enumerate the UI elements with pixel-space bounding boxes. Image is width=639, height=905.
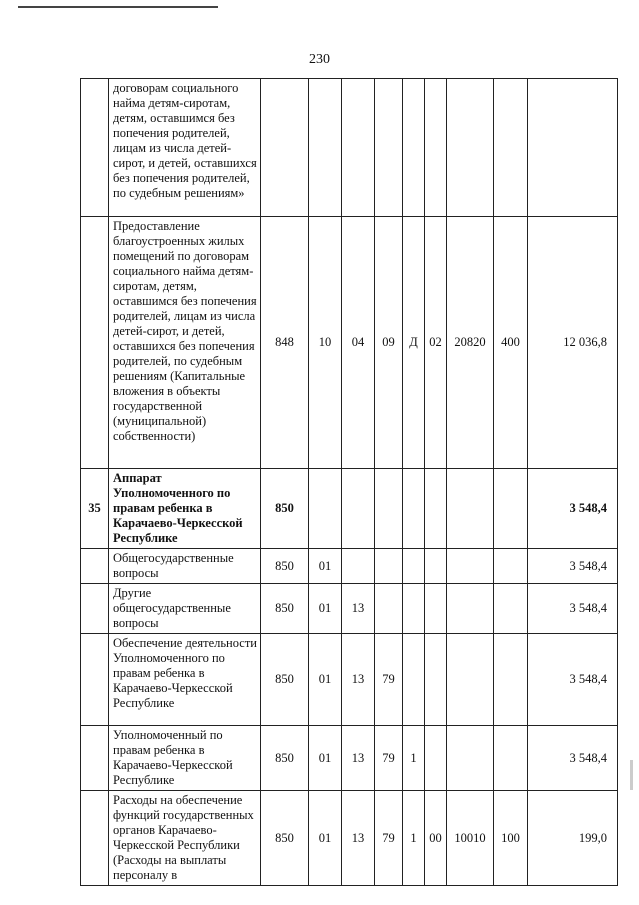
row-number bbox=[81, 634, 109, 726]
row-name: Аппарат Уполномоченного по правам ребенка в Карачаево-Черкесской Республике bbox=[109, 469, 261, 549]
subsection-code: 13 bbox=[342, 791, 375, 886]
subprogram-code: 1 bbox=[403, 726, 425, 791]
event-code bbox=[425, 634, 447, 726]
subsection-code: 13 bbox=[342, 634, 375, 726]
table-row bbox=[81, 584, 618, 634]
amount bbox=[528, 79, 618, 217]
expense-type-code bbox=[494, 469, 528, 549]
amount: 12 036,8 bbox=[528, 217, 618, 469]
event-code bbox=[425, 469, 447, 549]
expense-type-code bbox=[494, 634, 528, 726]
ved-code: 850 bbox=[261, 634, 309, 726]
program-code bbox=[375, 79, 403, 217]
row-number bbox=[81, 217, 109, 469]
ved-code: 850 bbox=[261, 726, 309, 791]
section-code bbox=[309, 469, 342, 549]
subprogram-code bbox=[403, 79, 425, 217]
direction-code bbox=[447, 584, 494, 634]
event-code: 02 bbox=[425, 217, 447, 469]
amount: 3 548,4 bbox=[528, 584, 618, 634]
table-row bbox=[81, 469, 618, 549]
ved-code: 850 bbox=[261, 469, 309, 549]
subprogram-code bbox=[403, 584, 425, 634]
page-number: 230 bbox=[309, 52, 330, 67]
amount: 3 548,4 bbox=[528, 726, 618, 791]
section-code: 10 bbox=[309, 217, 342, 469]
ved-code bbox=[261, 79, 309, 217]
direction-code bbox=[447, 549, 494, 584]
ved-code: 850 bbox=[261, 549, 309, 584]
program-code: 79 bbox=[375, 791, 403, 886]
expense-type-code bbox=[494, 726, 528, 791]
section-code: 01 bbox=[309, 584, 342, 634]
subsection-code: 13 bbox=[342, 726, 375, 791]
direction-code: 20820 bbox=[447, 217, 494, 469]
amount: 199,0 bbox=[528, 791, 618, 886]
expense-type-code bbox=[494, 549, 528, 584]
subsection-code: 04 bbox=[342, 217, 375, 469]
amount: 3 548,4 bbox=[528, 634, 618, 726]
direction-code bbox=[447, 469, 494, 549]
expense-type-code bbox=[494, 584, 528, 634]
expense-type-code bbox=[494, 79, 528, 217]
row-name: Обеспечение деятельности Уполномоченного по правам ребенка в Карачаево-Черкесской Республике bbox=[109, 634, 261, 726]
direction-code: 10010 bbox=[447, 791, 494, 886]
direction-code bbox=[447, 634, 494, 726]
ved-code: 850 bbox=[261, 791, 309, 886]
amount: 3 548,4 bbox=[528, 549, 618, 584]
event-code bbox=[425, 549, 447, 584]
section-code: 01 bbox=[309, 549, 342, 584]
amount: 3 548,4 bbox=[528, 469, 618, 549]
row-name: договорам социального найма детям-сиротам, детям, оставшимся без попечения родителей, лицам из числа детей-сирот, и детей, оставшихся без попечения родителей, по судебным решениям» bbox=[109, 79, 261, 217]
expense-type-code: 400 bbox=[494, 217, 528, 469]
event-code bbox=[425, 726, 447, 791]
expense-type-code: 100 bbox=[494, 791, 528, 886]
row-number: 35 bbox=[81, 469, 109, 549]
row-name: Другие общегосударственные вопросы bbox=[109, 584, 261, 634]
ved-code: 850 bbox=[261, 584, 309, 634]
program-code bbox=[375, 549, 403, 584]
row-number bbox=[81, 726, 109, 791]
event-code: 00 bbox=[425, 791, 447, 886]
row-name: Предоставление благоустроенных жилых помещений по договорам социального найма детям-сиротам, детям, оставшимся без попечения родителей, лицам из числа детей-сирот, и детей, оставшихся без попечения родителей, по судебным решениям (Капитальные вложения в объекты государственной (муниципальной) собственности) bbox=[109, 217, 261, 469]
table-row bbox=[81, 217, 618, 469]
subprogram-code bbox=[403, 549, 425, 584]
row-name: Уполномоченный по правам ребенка в Карачаево-Черкесской Республике bbox=[109, 726, 261, 791]
program-code bbox=[375, 469, 403, 549]
section-code bbox=[309, 79, 342, 217]
program-code: 09 bbox=[375, 217, 403, 469]
row-number bbox=[81, 79, 109, 217]
direction-code bbox=[447, 726, 494, 791]
scan-edge-mark bbox=[630, 760, 633, 790]
table-row bbox=[81, 791, 618, 886]
direction-code bbox=[447, 79, 494, 217]
event-code bbox=[425, 79, 447, 217]
subprogram-code: Д bbox=[403, 217, 425, 469]
row-number bbox=[81, 791, 109, 886]
table-row bbox=[81, 549, 618, 584]
program-code: 79 bbox=[375, 634, 403, 726]
subprogram-code bbox=[403, 634, 425, 726]
subsection-code: 13 bbox=[342, 584, 375, 634]
subsection-code bbox=[342, 469, 375, 549]
program-code: 79 bbox=[375, 726, 403, 791]
table-row bbox=[81, 79, 618, 217]
section-code: 01 bbox=[309, 791, 342, 886]
table-row bbox=[81, 634, 618, 726]
program-code bbox=[375, 584, 403, 634]
row-number bbox=[81, 584, 109, 634]
row-name: Общегосударственные вопросы bbox=[109, 549, 261, 584]
section-code: 01 bbox=[309, 726, 342, 791]
subsection-code bbox=[342, 549, 375, 584]
table-row bbox=[81, 726, 618, 791]
subprogram-code bbox=[403, 469, 425, 549]
row-number bbox=[81, 549, 109, 584]
event-code bbox=[425, 584, 447, 634]
scan-top-line bbox=[18, 6, 218, 8]
budget-table bbox=[80, 78, 618, 886]
subsection-code bbox=[342, 79, 375, 217]
section-code: 01 bbox=[309, 634, 342, 726]
subprogram-code: 1 bbox=[403, 791, 425, 886]
row-name: Расходы на обеспечение функций государственных органов Карачаево-Черкесской Республики (Расходы на выплаты персоналу в bbox=[109, 791, 261, 886]
ved-code: 848 bbox=[261, 217, 309, 469]
